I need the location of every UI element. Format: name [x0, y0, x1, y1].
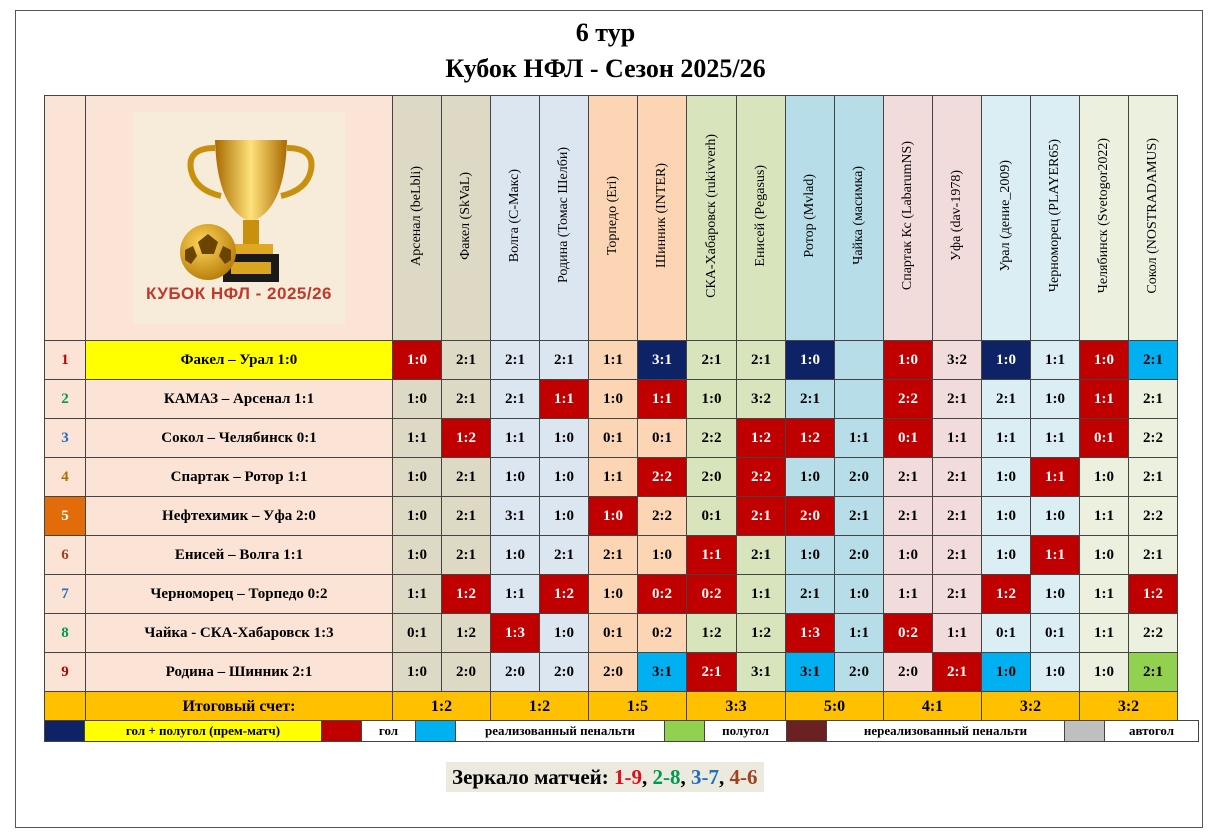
column-header	[835, 96, 884, 341]
total-corner	[45, 692, 86, 722]
match-cell: Родина – Шинник 2:1	[86, 653, 393, 692]
column-header-label: Урал (дение_2009)	[998, 159, 1013, 272]
legend-swatch	[665, 721, 705, 742]
score-cell	[835, 341, 884, 380]
score-cell: 1:0	[540, 458, 589, 497]
score-cell: 1:2	[982, 575, 1031, 614]
match-cell: Енисей – Волга 1:1	[86, 536, 393, 575]
column-header-label: Енисей (Pegasus)	[753, 164, 768, 267]
legend	[44, 720, 1199, 742]
score-cell: 2:0	[442, 653, 491, 692]
score-cell: 1:0	[1080, 458, 1129, 497]
column-header	[540, 96, 589, 341]
score-cell: 0:1	[687, 497, 737, 536]
score-cell: 1:1	[1080, 614, 1129, 653]
legend-swatch	[416, 721, 456, 742]
score-cell: 2:1	[491, 380, 540, 419]
legend-label: полугол	[705, 721, 787, 742]
score-cell: 1:0	[687, 380, 737, 419]
score-cell: 1:2	[540, 575, 589, 614]
score-cell: 2:2	[737, 458, 786, 497]
row-number: 4	[45, 458, 86, 497]
total-score: 1:2	[393, 692, 491, 722]
column-header	[687, 96, 737, 341]
score-cell: 1:0	[786, 341, 835, 380]
legend-swatch	[45, 721, 85, 742]
score-cell: 2:1	[786, 380, 835, 419]
column-header	[589, 96, 638, 341]
column-header	[1031, 96, 1080, 341]
row-number: 1	[45, 341, 86, 380]
score-cell: 1:1	[835, 614, 884, 653]
score-cell: 2:1	[884, 497, 933, 536]
score-cell: 1:1	[1031, 419, 1080, 458]
score-cell: 1:2	[442, 614, 491, 653]
score-cell: 2:1	[540, 341, 589, 380]
table-row	[45, 575, 1178, 614]
table-row	[45, 536, 1178, 575]
column-header	[393, 96, 442, 341]
legend-swatch	[322, 721, 362, 742]
total-score: 3:2	[1080, 692, 1178, 722]
score-cell: 2:0	[835, 653, 884, 692]
score-cell: 2:0	[589, 653, 638, 692]
score-cell: 1:0	[638, 536, 687, 575]
score-cell: 1:0	[1031, 380, 1080, 419]
legend-label: реализованный пенальти	[456, 721, 665, 742]
total-score: 5:0	[786, 692, 884, 722]
match-cell: Спартак – Ротор 1:1	[86, 458, 393, 497]
score-cell: 2:1	[737, 341, 786, 380]
score-cell: 2:1	[933, 458, 982, 497]
score-cell: 2:1	[687, 341, 737, 380]
total-score: 1:5	[589, 692, 687, 722]
score-cell: 1:2	[1129, 575, 1178, 614]
score-cell: 1:0	[1080, 536, 1129, 575]
row-number: 3	[45, 419, 86, 458]
score-cell: 1:1	[835, 419, 884, 458]
score-cell: 2:1	[442, 341, 491, 380]
header-row	[45, 96, 1178, 341]
match-cell: КАМАЗ – Арсенал 1:1	[86, 380, 393, 419]
mirror-pair: 4-6	[729, 765, 758, 789]
score-cell: 0:1	[638, 419, 687, 458]
score-cell: 1:0	[589, 380, 638, 419]
table-row	[45, 497, 1178, 536]
score-cell: 1:0	[982, 497, 1031, 536]
mirror-pair: 1-9	[614, 765, 643, 789]
table-row	[45, 614, 1178, 653]
total-score: 4:1	[884, 692, 982, 722]
cup-logo	[133, 112, 345, 324]
mirror-matches	[446, 762, 764, 792]
score-cell: 1:0	[393, 653, 442, 692]
score-cell: 1:1	[393, 419, 442, 458]
score-cell: 1:0	[1031, 575, 1080, 614]
total-score: 1:2	[491, 692, 589, 722]
score-cell: 1:1	[933, 419, 982, 458]
score-cell: 1:0	[491, 536, 540, 575]
score-cell: 0:1	[393, 614, 442, 653]
column-header-label: Родина (Томас Шелби)	[556, 147, 571, 284]
score-cell: 1:1	[1031, 341, 1080, 380]
score-cell: 1:1	[638, 380, 687, 419]
column-header-label: СКА-Хабаровск (rukivverh)	[703, 133, 719, 298]
score-cell: 1:0	[1080, 341, 1129, 380]
score-cell: 2:2	[1129, 614, 1178, 653]
score-cell: 2:0	[884, 653, 933, 692]
score-cell: 0:1	[589, 614, 638, 653]
score-cell: 1:2	[687, 614, 737, 653]
column-header-label: Торпедо (Eri)	[605, 175, 620, 256]
score-cell: 2:2	[1129, 419, 1178, 458]
score-cell: 2:1	[589, 536, 638, 575]
score-cell: 1:0	[393, 497, 442, 536]
score-cell: 2:1	[687, 653, 737, 692]
score-cell: 1:0	[393, 380, 442, 419]
score-cell: 1:0	[982, 458, 1031, 497]
column-header-label: Черноморец (PLAYER65)	[1047, 138, 1062, 293]
score-cell: 2:1	[491, 341, 540, 380]
score-cell: 1:0	[589, 497, 638, 536]
score-cell: 1:1	[540, 380, 589, 419]
score-cell: 1:1	[933, 614, 982, 653]
score-cell: 1:1	[491, 575, 540, 614]
score-cell: 1:1	[589, 341, 638, 380]
column-header-label: Ротор (Mvlad)	[802, 173, 817, 258]
legend-label: автогол	[1105, 721, 1199, 742]
mirror-label: Зеркало матчей:	[452, 765, 609, 789]
legend-label: нереализованный пенальти	[827, 721, 1065, 742]
score-cell: 1:0	[982, 653, 1031, 692]
score-cell: 2:1	[1129, 653, 1178, 692]
score-cell: 1:0	[1031, 653, 1080, 692]
total-row	[45, 692, 1178, 722]
column-header-label: Чайка (масимка)	[851, 166, 866, 265]
column-header-label: Спартак Кс (LabarumNS)	[900, 140, 915, 291]
column-header	[491, 96, 540, 341]
score-cell: 1:1	[393, 575, 442, 614]
total-score: 3:3	[687, 692, 786, 722]
score-cell: 2:0	[835, 458, 884, 497]
column-header-label: Шинник (INTER)	[654, 163, 669, 268]
score-cell: 2:2	[1129, 497, 1178, 536]
score-cell: 2:0	[786, 497, 835, 536]
score-cell: 1:1	[1080, 497, 1129, 536]
score-cell: 2:1	[835, 497, 884, 536]
score-cell: 1:0	[491, 458, 540, 497]
column-header	[884, 96, 933, 341]
score-cell: 1:0	[589, 575, 638, 614]
legend-swatch	[787, 721, 827, 742]
score-cell: 0:1	[884, 419, 933, 458]
score-cell: 2:1	[786, 575, 835, 614]
score-cell: 2:0	[540, 653, 589, 692]
score-cell: 2:1	[442, 458, 491, 497]
logo-text: КУБОК НФЛ - 2025/26	[145, 284, 333, 303]
table-row	[45, 458, 1178, 497]
score-cell: 2:1	[884, 458, 933, 497]
score-cell: 1:0	[786, 458, 835, 497]
row-number: 8	[45, 614, 86, 653]
score-cell: 3:1	[786, 653, 835, 692]
score-cell: 1:2	[737, 614, 786, 653]
score-cell: 1:3	[491, 614, 540, 653]
match-cell: Нефтехимик – Уфа 2:0	[86, 497, 393, 536]
mirror-pair: 2-8	[652, 765, 681, 789]
score-cell: 0:1	[982, 614, 1031, 653]
score-cell: 1:0	[540, 614, 589, 653]
column-header-label: Уфа (dav-1978)	[949, 170, 964, 261]
score-cell: 1:0	[1031, 497, 1080, 536]
score-cell: 0:2	[638, 575, 687, 614]
score-cell: 3:1	[491, 497, 540, 536]
column-header	[638, 96, 687, 341]
score-cell: 1:0	[884, 341, 933, 380]
trophy-icon	[133, 112, 345, 302]
logo-cell	[86, 96, 393, 341]
score-cell: 1:0	[540, 497, 589, 536]
column-header	[1129, 96, 1178, 341]
score-cell: 1:0	[393, 536, 442, 575]
match-cell: Чайка - СКА-Хабаровск 1:3	[86, 614, 393, 653]
score-cell: 2:2	[687, 419, 737, 458]
score-cell: 3:1	[737, 653, 786, 692]
match-cell: Факел – Урал 1:0	[86, 341, 393, 380]
column-header	[1080, 96, 1129, 341]
score-cell: 1:3	[786, 614, 835, 653]
score-cell: 1:2	[442, 575, 491, 614]
score-cell: 2:2	[638, 458, 687, 497]
total-label: Итоговый счет:	[86, 692, 393, 722]
score-cell: 0:2	[638, 614, 687, 653]
row-number: 7	[45, 575, 86, 614]
table-row	[45, 653, 1178, 692]
match-cell: Сокол – Челябинск 0:1	[86, 419, 393, 458]
score-cell: 2:1	[933, 497, 982, 536]
score-cell: 2:1	[737, 536, 786, 575]
score-cell: 1:2	[442, 419, 491, 458]
score-cell: 1:0	[393, 341, 442, 380]
score-cell: 1:0	[1080, 653, 1129, 692]
score-cell: 2:1	[1129, 341, 1178, 380]
column-header	[442, 96, 491, 341]
score-cell: 0:2	[884, 614, 933, 653]
score-cell: 2:1	[933, 380, 982, 419]
mirror-separator: ,	[642, 765, 653, 789]
column-header-label: Арсенал (beLbli)	[409, 165, 424, 266]
score-cell: 1:0	[982, 341, 1031, 380]
score-cell: 1:2	[737, 419, 786, 458]
score-cell: 2:1	[982, 380, 1031, 419]
score-cell: 1:1	[884, 575, 933, 614]
score-cell: 3:1	[638, 341, 687, 380]
mirror-separator: ,	[680, 765, 692, 789]
row-number: 9	[45, 653, 86, 692]
score-cell: 0:1	[1031, 614, 1080, 653]
row-number: 5	[45, 497, 86, 536]
table-row	[45, 341, 1178, 380]
score-cell: 1:1	[737, 575, 786, 614]
score-cell: 0:2	[687, 575, 737, 614]
table-row	[45, 380, 1178, 419]
score-cell: 1:0	[835, 575, 884, 614]
score-cell: 2:1	[442, 380, 491, 419]
match-cell: Черноморец – Торпедо 0:2	[86, 575, 393, 614]
score-cell: 2:1	[442, 497, 491, 536]
column-header	[982, 96, 1031, 341]
mirror-pair: 3-7	[691, 765, 720, 789]
score-cell: 2:0	[491, 653, 540, 692]
score-cell: 1:2	[786, 419, 835, 458]
score-cell: 0:1	[1080, 419, 1129, 458]
score-cell: 1:1	[1031, 536, 1080, 575]
score-cell: 1:0	[982, 536, 1031, 575]
score-cell: 2:1	[1129, 458, 1178, 497]
score-cell: 1:1	[491, 419, 540, 458]
score-cell: 2:1	[540, 536, 589, 575]
results-table	[44, 95, 1178, 722]
score-cell: 3:2	[933, 341, 982, 380]
score-cell: 2:1	[737, 497, 786, 536]
score-cell: 2:2	[638, 497, 687, 536]
column-header-label: Волга (С-Макс)	[507, 168, 522, 263]
column-header-label: Факел (SkVaL)	[458, 171, 473, 260]
score-cell: 1:0	[786, 536, 835, 575]
round-title: 6 тур	[575, 18, 636, 47]
score-cell: 2:2	[884, 380, 933, 419]
score-cell: 2:0	[687, 458, 737, 497]
score-cell: 1:1	[982, 419, 1031, 458]
column-header	[786, 96, 835, 341]
score-cell: 2:1	[1129, 380, 1178, 419]
score-cell	[835, 380, 884, 419]
score-cell: 1:1	[1080, 380, 1129, 419]
column-header	[737, 96, 786, 341]
score-cell: 1:1	[1080, 575, 1129, 614]
score-cell: 1:0	[540, 419, 589, 458]
score-cell: 1:0	[884, 536, 933, 575]
cup-title: Кубок НФЛ - Сезон 2025/26	[445, 54, 766, 83]
total-score: 3:2	[982, 692, 1080, 722]
column-header-label: Челябинск (Svetogor2022)	[1096, 137, 1111, 294]
score-cell: 1:0	[393, 458, 442, 497]
score-cell: 1:1	[687, 536, 737, 575]
score-cell: 3:1	[638, 653, 687, 692]
mirror-separator: ,	[719, 765, 730, 789]
score-cell: 2:1	[1129, 536, 1178, 575]
column-header-label: Сокол (NOSTRADAMUS)	[1145, 137, 1160, 294]
column-header	[933, 96, 982, 341]
table-row	[45, 419, 1178, 458]
score-cell: 2:1	[933, 575, 982, 614]
legend-label: гол + полугол (прем-матч)	[85, 721, 322, 742]
row-number: 2	[45, 380, 86, 419]
row-number: 6	[45, 536, 86, 575]
score-cell: 0:1	[589, 419, 638, 458]
header-corner	[45, 96, 86, 341]
score-cell: 2:1	[933, 653, 982, 692]
score-cell: 1:1	[589, 458, 638, 497]
score-cell: 2:0	[835, 536, 884, 575]
legend-swatch	[1065, 721, 1105, 742]
score-cell: 1:1	[1031, 458, 1080, 497]
score-cell: 2:1	[933, 536, 982, 575]
legend-label: гол	[362, 721, 416, 742]
score-cell: 2:1	[442, 536, 491, 575]
score-cell: 3:2	[737, 380, 786, 419]
